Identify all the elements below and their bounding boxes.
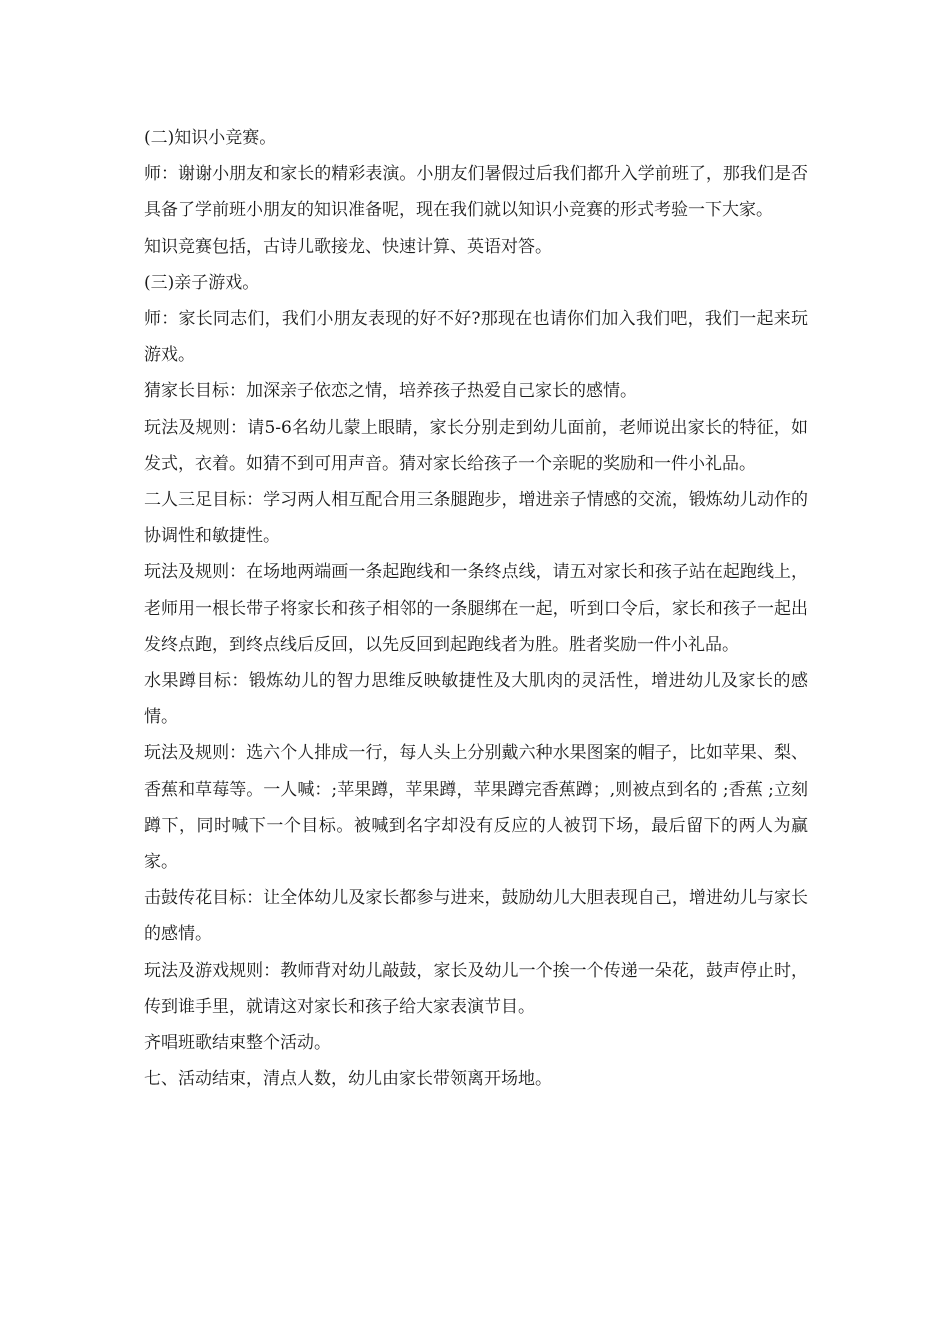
document-body (144, 120, 808, 1097)
guess-parent-rules: 玩法及规则：请5-6名幼儿蒙上眼睛，家长分别走到幼儿面前，老师说出家长的特征，如发式，衣着。如猜不到可用声音。猜对家长给孩子一个亲昵的奖励和一件小礼品。 (144, 417, 808, 474)
section-heading-parent-child-games: (三)亲子游戏。 (144, 272, 260, 293)
activity-end-paragraph: 七、活动结束，清点人数，幼儿由家长带领离开场地。 (144, 1069, 552, 1090)
pass-the-flower-goal: 击鼓传花目标：让全体幼儿及家长都参与进来，鼓励幼儿大胆表现自己，增进幼儿与家长的感情。 (144, 888, 808, 945)
teacher-speech-paragraph: 师：谢谢小朋友和家长的精彩表演。小朋友们暑假过后我们都升入学前班了，那我们是否具备了学前班小朋友的知识准备呢，现在我们就以知识小竞赛的形式考验一下大家。 (144, 164, 808, 221)
fruit-squat-rules: 玩法及规则：选六个人排成一行，每人头上分别戴六种水果图案的帽子，比如苹果、梨、香蕉和草莓等。一人喊：;苹果蹲，苹果蹲，苹果蹲完香蕉蹲；,则被点到名的 ;香蕉 ;立刻蹲下，同时喊下一个目标。被喊到名字却没有反应的人被罚下场，最后留下的两人为赢家。 (144, 743, 808, 873)
pass-the-flower-rules: 玩法及游戏规则：教师背对幼儿敲鼓，家长及幼儿一个挨一个传递一朵花，鼓声停止时，传到谁手里，就请这对家长和孩子给大家表演节目。 (144, 960, 808, 1017)
fruit-squat-goal: 水果蹲目标：锻炼幼儿的智力思维反映敏捷性及大肌肉的灵活性，增进幼儿及家长的感情。 (144, 671, 808, 728)
three-legged-race-goal: 二人三足目标：学习两人相互配合用三条腿跑步，增进亲子情感的交流，锻炼幼儿动作的协调性和敏捷性。 (144, 490, 808, 547)
closing-song-paragraph: 齐唱班歌结束整个活动。 (144, 1033, 331, 1054)
guess-parent-goal: 猜家长目标：加深亲子依恋之情，培养孩子热爱自己家长的感情。 (144, 381, 637, 402)
contest-contents-paragraph: 知识竞赛包括，古诗儿歌接龙、快速计算、英语对答。 (144, 236, 552, 257)
section-heading-knowledge-contest: (二)知识小竞赛。 (144, 128, 277, 148)
three-legged-race-rules: 玩法及规则：在场地两端画一条起跑线和一条终点线，请五对家长和孩子站在起跑线上，老师用一根长带子将家长和孩子相邻的一条腿绑在一起，听到口令后，家长和孩子一起出发终点跑，到终点线后反回，以先反回到起跑线者为胜。胜者奖励一件小礼品。 (144, 562, 808, 655)
teacher-invite-paragraph: 师：家长同志们，我们小朋友表现的好不好?那现在也请你们加入我们吧，我们一起来玩游戏。 (144, 309, 808, 366)
